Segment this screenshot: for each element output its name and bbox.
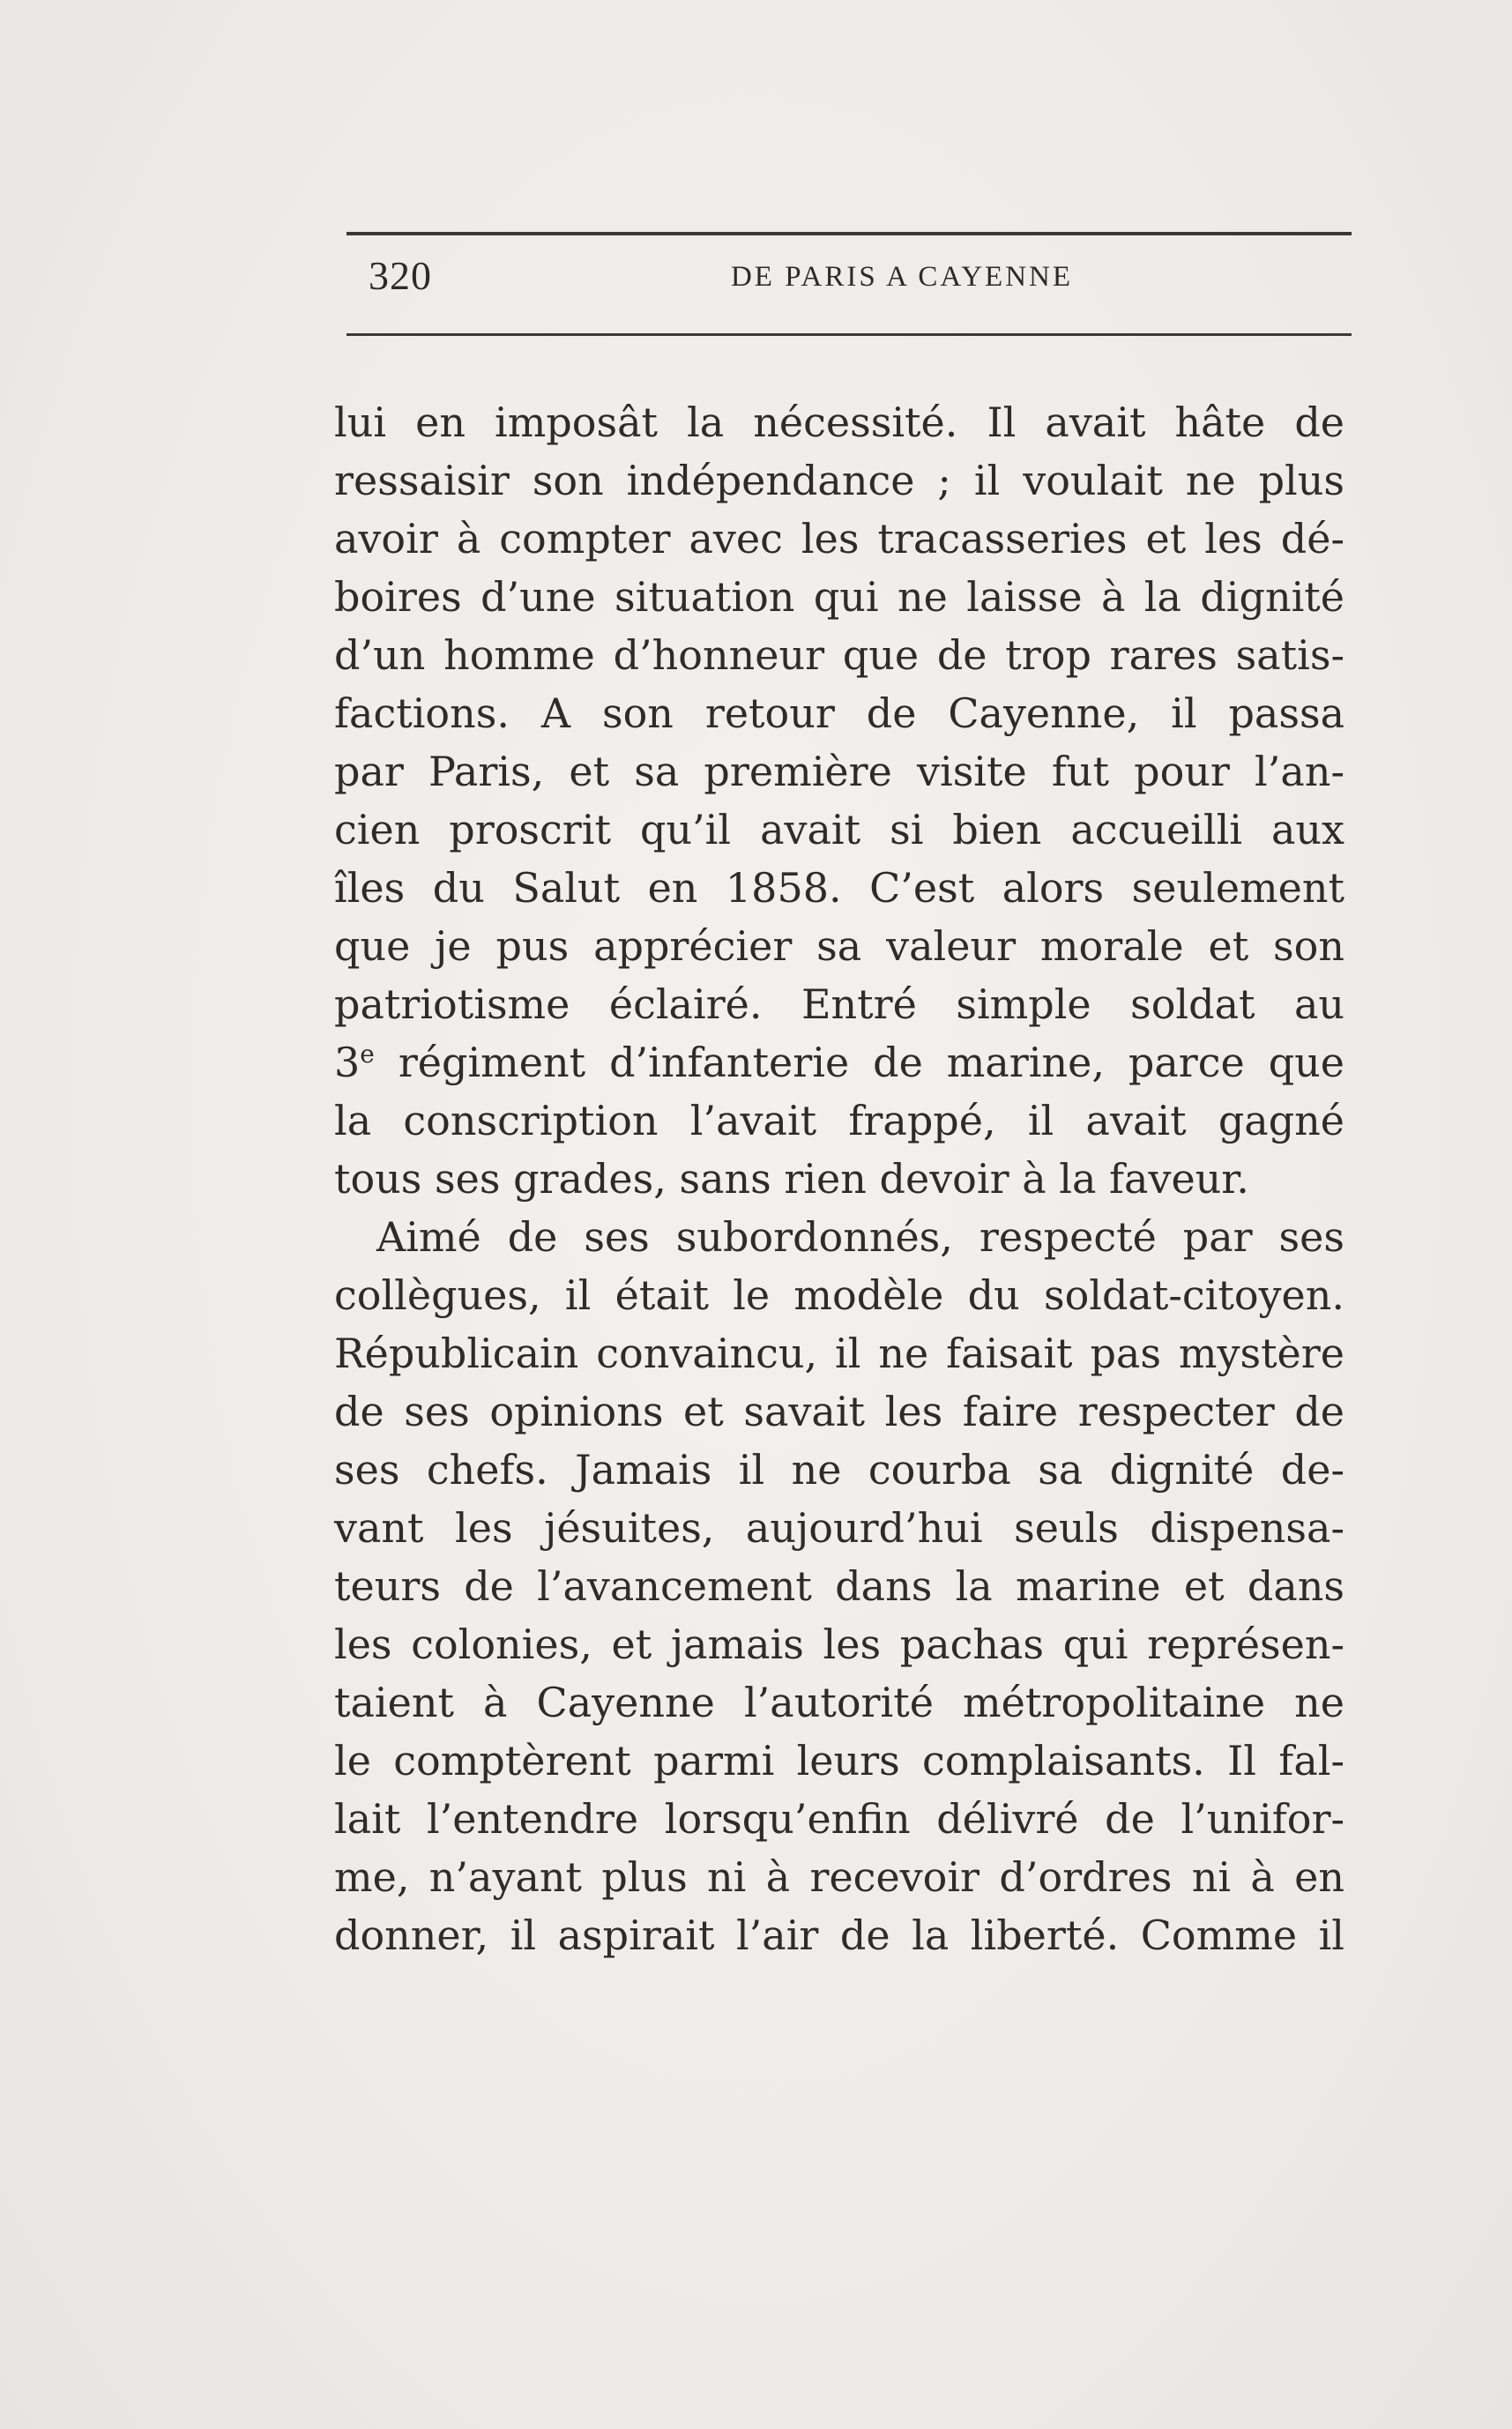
text-line: collègues, il était le modèle du soldat-citoyen. [334,1271,1344,1319]
text-line: lait l’entendre lorsqu’enfin délivré de l’unifor- [334,1795,1344,1843]
text-line: cien proscrit qu’il avait si bien accueilli aux [334,806,1344,853]
text-line: tous ses grades, sans rien devoir à la faveur. [334,1155,1249,1203]
running-title: DE PARIS A CAYENNE [730,261,1074,293]
text-line: de ses opinions et savait les faire respecter de [334,1388,1344,1435]
text-line: boires d’une situation qui ne laisse à la dignité [334,573,1344,621]
text-line: Républicain convaincu, il ne faisait pas mystère [334,1330,1344,1377]
text-line: la conscription l’avait frappé, il avait gagné [334,1097,1344,1144]
body-text [334,393,1344,1964]
text-line: teurs de l’avancement dans la marine et dans [334,1562,1344,1610]
text-line: factions. A son retour de Cayenne, il passa [334,689,1344,737]
header-top-rule [346,232,1352,235]
text-line: donner, il aspirait l’air de la liberté. Comme il [334,1911,1344,1959]
text-line: par Paris, et sa première visite fut pour l’an- [334,748,1344,795]
page-number: 320 [369,253,432,298]
text-line: me, n’ayant plus ni à recevoir d’ordres ni à en [334,1853,1344,1901]
running-header [346,252,1352,314]
text-line: lui en imposât la nécessité. Il avait hâte de [334,399,1344,446]
text-line: le comptèrent parmi leurs complaisants. Il fal- [334,1737,1344,1784]
text-line: que je pus apprécier sa valeur morale et son [334,922,1344,970]
text-line: vant les jésuites, aujourd’hui seuls dispensa- [334,1504,1344,1552]
text-line-paragraph-start: Aimé de ses subordonnés, respecté par ses [376,1213,1344,1261]
text-line-rest: régiment d’infanterie de marine, parce que [398,1039,1345,1086]
text-line: îles du Salut en 1858. C’est alors seulement [334,864,1344,912]
text-line: taient à Cayenne l’autorité métropolitaine ne [334,1679,1344,1726]
text-line: avoir à compter avec les tracasseries et les dé- [334,515,1344,563]
header-bottom-rule [346,333,1352,336]
text-line: ressaisir son indépendance ; il voulait ne plus [334,457,1344,504]
text-line: ses chefs. Jamais il ne courba sa dignité de- [334,1446,1344,1494]
text-line: d’un homme d’honneur que de trop rares satis- [334,631,1344,679]
text-line: patriotisme éclairé. Entré simple soldat au [334,980,1344,1028]
ordinal-superscript: e [360,1039,375,1069]
ordinal-number: 3 [334,1039,361,1086]
text-line-ordinal [334,1033,1344,1092]
text-line: les colonies, et jamais les pachas qui représen- [334,1621,1344,1668]
